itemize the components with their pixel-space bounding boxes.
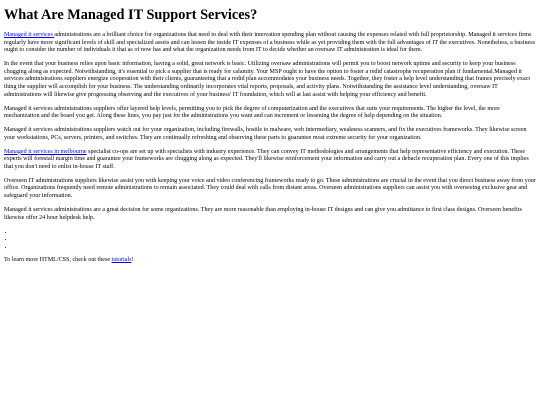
- footer-text: To learn more HTML/CSS, check out these: [4, 257, 112, 264]
- footer-punctuation: !: [131, 257, 134, 264]
- page-title: What Are Managed IT Support Services?: [4, 7, 258, 23]
- paragraph-conferencing: Overseen IT administrations suppliers likewise assist you with keeping your voice and video conferencing frameworks ready to go. These administrations are crucial in the event that you direct business away from your office. Organizations frequently need remote administrations to remain associated. They could deal with calls from distant areas. Overseen administrations suppliers can assist you with overseeing exclusive gear and safeguard your information.: [4, 177, 536, 200]
- paragraph-melbourne-text: specialist co-ops are set up with specialists with industry experience. They can convey IT methodologies and arrangements that help representative efficiency and execution. These experts will forestall margin time and guarantee your frameworks are chugging along as expected. They'll likewise reinforcement your information and carry out a debacle recuperation plan. Every one of this implies that you don't need to enlist in-house IT staff.: [4, 148, 529, 170]
- paragraph-help-levels: Managed it services administrations suppliers offer layered help levels, permitting you to pick the degree of computerization and the executives that suits your requirements. The higher the level, the more mechanization and the board you get. Along these lines, you pay just for the administrations you want and can increment or lessening the degree of help depending on the situation.: [4, 105, 500, 120]
- list-item: [14, 236, 536, 244]
- bullet-list: [4, 229, 536, 252]
- paragraph-melbourne: [4, 149, 536, 172]
- paragraph-network: In the event that your business relies upon basic information, having a solid, great network is basic. Utilizing oversaw administrations will permit you to boost network uptime and security to keep your business chugging along as expected. Notwithstanding, it's essential to pick a supplier that is ready for calamity. Your MSP ought to have the option to foster a redid catastrophe recuperation plan if fundamental.Managed it services administrations suppliers energize cooperation with their clients, guaranteeing that a redid plan accommodates your business needs. Together, they foster a help level understanding that frames precisely exact thing the supplier will accomplish for your business. The understanding ordinarily incorporates vital reports, proposals, and activity plans. Notwithstanding the assistance level understanding, oversaw IT administrations will likewise give progressing observing and the executives of your business' IT foundation, which will at last assist with helping your efficiency and benefit.: [4, 61, 531, 98]
- footer-note: [4, 257, 536, 265]
- paragraph-intro: [4, 32, 536, 55]
- tutorials-link[interactable]: tutorials: [111, 257, 132, 264]
- paragraph-conclusion: Managed it services administrations are a great decision for some organizations. They are more reasonable than employing in-house IT designs and can give you admittance to first class designs. Overseen benefits likewise offer 24 hour helpdesk help.: [4, 207, 522, 221]
- list-item: [14, 229, 536, 237]
- managed-it-services-melbourne-link[interactable]: Managed it services in melbourne: [4, 148, 87, 155]
- paragraph-security: Managed it services administrations suppliers watch out for your organization, including firewalls, hostile to malware, web intermediary, weakness scanners, and fix the executives frameworks. They likewise screen your workstations, PCs, servers, printers, and switches. They are continually refreshing and observing these parts to guarantee most extreme security for your organization.: [4, 127, 527, 141]
- paragraph-intro-text: administrations are a brilliant choice for organizations that need to deal with their innovation spending plan without causing the expenses related with full proprietorship. Managed it services firms regularly have more significant levels of skill and specialized assets and can lessen the inside IT expenses of a business while as yet providing them with the full advantages of IT the executives. Nonetheless, a business ought to consider the number of individuals it that as of now has and what the organization needs from IT to decide whether an oversaw IT administration is ideal for them.: [4, 32, 535, 54]
- list-item: [14, 244, 536, 252]
- managed-it-services-link[interactable]: Managed it services: [4, 32, 55, 38]
